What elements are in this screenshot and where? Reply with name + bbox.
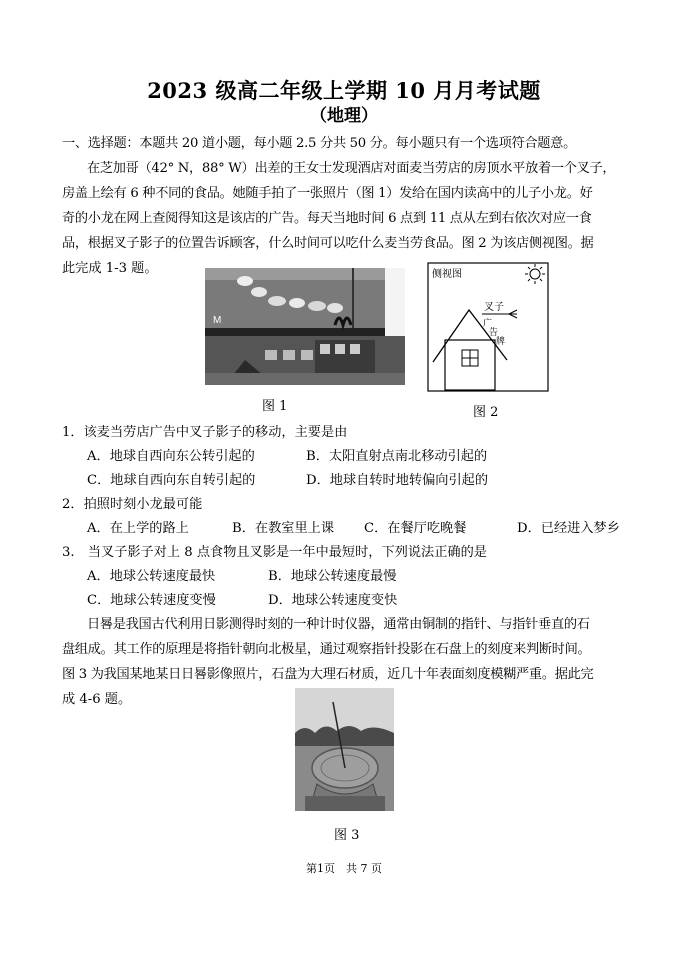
question-2-option-b: B．在教室里上课 [232,521,335,536]
question-3-option-b: B．地球公转速度最慢 [268,569,397,584]
passage2-line: 盘组成。其工作的原理是将指针朝向北极星，通过观察指针投影在石盘上的刻度来判断时间。 [62,642,591,657]
figure2-caption: 图 2 [473,405,499,420]
figure2-label: 侧视图 [432,269,462,280]
page-footer: 第1页 共 7 页 [306,862,382,875]
figure3-caption: 图 3 [334,828,360,843]
question-1-option-d: D．地球自转时地转偏向引起的 [306,473,489,488]
question-1-option-b: B．太阳直射点南北移动引起的 [306,449,488,464]
question-1-option-c: C．地球自西向东自转引起的 [87,473,256,488]
question-2-option-a: A．在上学的路上 [87,521,189,536]
fork-label: 叉子 [484,302,504,313]
page-subtitle: （地理） [310,106,378,126]
sign-label: 牌 [496,337,506,347]
question-3-stem: 3. 当叉子影子对上 8 点食物且叉影是一年中最短时，下列说法正确的是 [62,545,487,560]
section-heading: 一、选择题：本题共 20 道小题，每小题 2.5 分共 50 分。每小题只有一个选项符合题意。 [62,136,576,151]
svg-text:M: M [213,315,222,326]
page-title: 2023 级高二年级上学期 10 月月考试题 [147,78,541,103]
figure2-diagram [427,262,549,392]
figure1-photo [205,268,405,385]
passage1-line: 品，根据叉子影子的位置告诉顾客，什么时间可以吃什么麦当劳食品。图 2 为该店侧视图。据 [62,236,594,251]
sign-label: 广 [483,319,493,329]
question-2-stem: 2．拍照时刻小龙最可能 [62,497,203,512]
passage1-line: 奇的小龙在网上查阅得知这是该店的广告。每天当地时间 6 点到 11 点从左到右依次对应一食 [62,211,592,226]
question-2-option-c: C．在餐厅吃晚餐 [364,521,467,536]
sign-label: 告 [489,328,499,338]
passage2-line: 成 4-6 题。 [62,692,132,707]
passage1-line: 此完成 1-3 题。 [62,261,158,276]
question-1-stem: 1．该麦当劳店广告中叉子影子的移动，主要是由 [62,425,348,440]
passage2-line: 图 3 为我国某地某日日晷影像照片，石盘为大理石材质，近几十年表面刻度模糊严重。据此完 [62,667,594,682]
question-1-option-a: A．地球自西向东公转引起的 [87,449,255,464]
question-2-option-d: D．已经进入梦乡 [517,521,620,536]
figure3-photo [295,688,394,811]
question-3-option-d: D．地球公转速度变快 [268,593,398,608]
passage1-line: 房盖上绘有 6 种不同的食品。她随手拍了一张照片（图 1）发给在国内读高中的儿子小龙。好 [62,186,593,201]
question-3-option-a: A．地球公转速度最快 [87,569,216,584]
passage2-line: 日晷是我国古代利用日影测得时刻的一种计时仪器，通常由铜制的指针、与指针垂直的石 [87,617,590,632]
question-3-option-c: C．地球公转速度变慢 [87,593,216,608]
figure1-caption: 图 1 [262,399,288,414]
passage1-line: 在芝加哥（42° N，88° W）出差的王女士发现酒店对面麦当劳店的房顶水平放着一个叉子， [87,161,616,176]
